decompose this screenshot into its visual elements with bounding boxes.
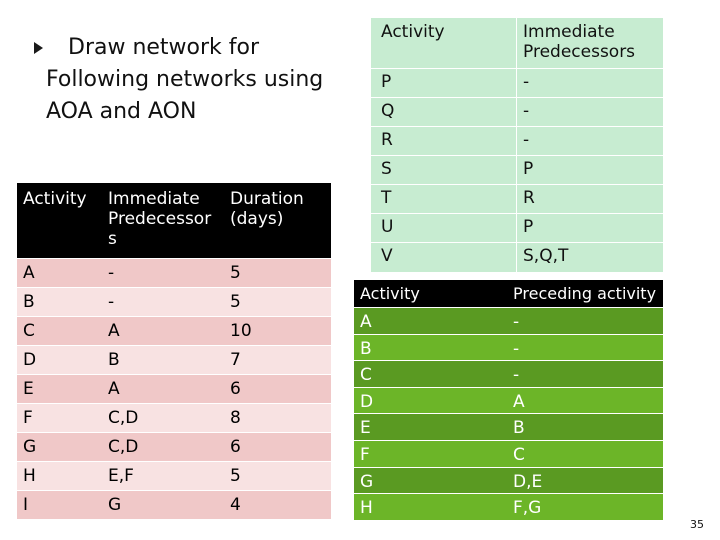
cell-activity: G xyxy=(360,471,374,492)
header-duration: Duration xyxy=(230,189,304,209)
table-row xyxy=(17,316,331,345)
row-divider xyxy=(371,184,663,185)
cell-predecessor: A xyxy=(108,321,120,341)
slide-title xyxy=(46,32,356,128)
cell-activity: R xyxy=(381,130,393,150)
cell-activity: H xyxy=(23,466,36,486)
cell-activity: I xyxy=(23,495,29,515)
column-divider xyxy=(516,18,517,272)
header-predecessor: Predecessor xyxy=(108,209,212,229)
cell-preceding: F,G xyxy=(513,498,542,519)
cell-predecessor: - xyxy=(108,292,115,312)
row-divider xyxy=(371,126,663,127)
header-immediate: Immediate xyxy=(108,189,200,209)
cell-predecessor: - xyxy=(523,101,530,121)
table-row xyxy=(17,374,331,403)
cell-activity: T xyxy=(381,188,392,208)
cell-duration: 5 xyxy=(230,466,241,486)
row-divider xyxy=(371,155,663,156)
cell-predecessor: C,D xyxy=(108,437,139,457)
table-row xyxy=(17,345,331,374)
cell-duration: 8 xyxy=(230,408,241,428)
cell-activity: F xyxy=(23,408,33,428)
header-activity: Activity xyxy=(381,22,445,42)
cell-activity: B xyxy=(23,292,35,312)
header-days: (days) xyxy=(230,209,284,229)
table-header xyxy=(354,280,663,307)
cell-predecessor: R xyxy=(523,188,535,208)
header-activity: Activity xyxy=(23,189,87,209)
cell-predecessor: G xyxy=(108,495,122,515)
preceding-activity-table xyxy=(354,280,663,520)
table-row xyxy=(354,387,663,414)
page-number: 35 xyxy=(690,518,704,531)
title-line-2: Following networks using xyxy=(46,67,324,92)
cell-activity: S xyxy=(381,159,392,179)
table-row xyxy=(354,360,663,387)
predecessors-table xyxy=(371,18,663,272)
table-row xyxy=(354,440,663,467)
table-row xyxy=(17,287,331,316)
cell-duration: 7 xyxy=(230,350,241,370)
cell-predecessor: E,F xyxy=(108,466,134,486)
cell-preceding: - xyxy=(513,338,520,359)
row-divider xyxy=(371,68,663,69)
header-activity: Activity xyxy=(360,284,420,303)
table-row xyxy=(17,258,331,287)
cell-predecessor: - xyxy=(108,263,115,283)
row-divider xyxy=(371,97,663,98)
cell-preceding: C xyxy=(513,445,525,465)
row-divider xyxy=(371,213,663,214)
cell-activity: D xyxy=(23,350,37,370)
title-line-3: AOA and AON xyxy=(46,99,197,124)
table-row xyxy=(354,467,663,494)
cell-activity: C xyxy=(23,321,35,341)
cell-duration: 5 xyxy=(230,263,241,283)
cell-preceding: - xyxy=(513,365,520,386)
cell-activity: V xyxy=(381,246,393,266)
cell-activity: H xyxy=(360,498,373,519)
title-line-1: Draw network for xyxy=(68,35,260,60)
cell-predecessor: - xyxy=(523,130,530,150)
table-row xyxy=(17,432,331,461)
cell-predecessor: A xyxy=(108,379,120,399)
cell-activity: C xyxy=(360,365,372,386)
header-preceding-activity: Preceding activity xyxy=(513,284,657,303)
cell-activity: P xyxy=(381,72,392,92)
cell-preceding: B xyxy=(513,418,525,439)
table-row xyxy=(354,334,663,361)
table-row xyxy=(354,493,663,520)
table-row xyxy=(354,413,663,440)
cell-predecessor: S,Q,T xyxy=(523,246,569,266)
cell-duration: 4 xyxy=(230,495,241,515)
cell-activity: A xyxy=(360,312,372,332)
cell-activity: E xyxy=(360,418,371,439)
row-divider xyxy=(371,242,663,243)
cell-activity: D xyxy=(360,391,374,412)
cell-predecessor: P xyxy=(523,159,534,179)
table-row xyxy=(17,403,331,432)
bullet-arrow-icon xyxy=(34,42,43,54)
header-immediate: Immediate xyxy=(523,22,615,42)
cell-activity: A xyxy=(23,263,35,283)
cell-predecessor: P xyxy=(523,217,534,237)
cell-duration: 5 xyxy=(230,292,241,312)
cell-duration: 6 xyxy=(230,379,241,399)
cell-duration: 6 xyxy=(230,437,241,457)
cell-preceding: - xyxy=(513,312,520,332)
cell-preceding: A xyxy=(513,391,525,412)
table-row xyxy=(17,490,331,519)
cell-predecessor: C,D xyxy=(108,408,139,428)
table-row xyxy=(17,461,331,490)
cell-activity: E xyxy=(23,379,34,399)
cell-predecessor: B xyxy=(108,350,120,370)
cell-predecessor: - xyxy=(523,72,530,92)
table-header xyxy=(17,183,331,258)
header-predecessor-s: s xyxy=(108,229,117,249)
cell-activity: G xyxy=(23,437,37,457)
cell-activity: U xyxy=(381,217,394,237)
cell-activity: B xyxy=(360,338,372,359)
cell-duration: 10 xyxy=(230,321,252,341)
cell-activity: Q xyxy=(381,101,395,121)
cell-preceding: D,E xyxy=(513,471,543,492)
table-row xyxy=(354,307,663,334)
cell-activity: F xyxy=(360,445,370,465)
header-predecessors: Predecessors xyxy=(523,42,636,62)
